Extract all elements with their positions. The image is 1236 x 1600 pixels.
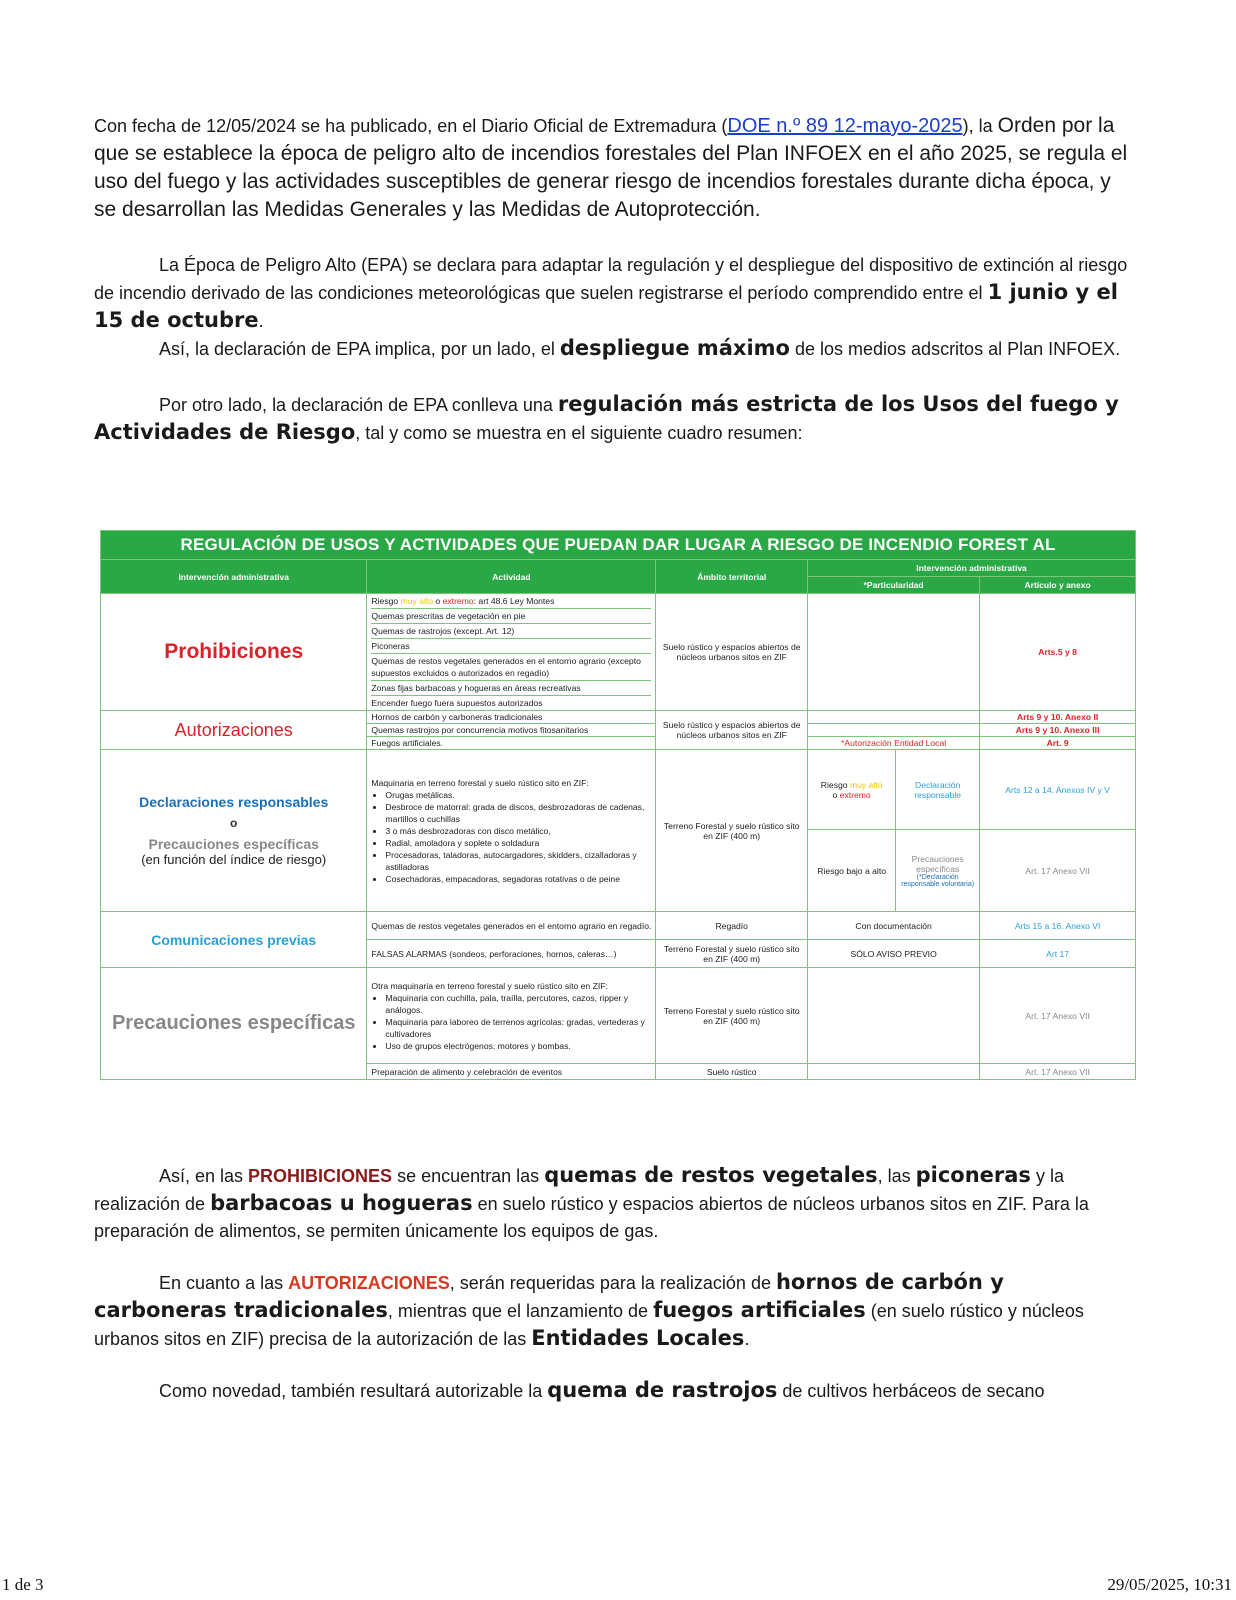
precauciones-activities bbox=[367, 968, 656, 1064]
header-articulo: Artículo y anexo bbox=[980, 577, 1136, 594]
autorizaciones-part-empty bbox=[808, 711, 980, 724]
regulation-table bbox=[100, 530, 1136, 1080]
precauciones-articulo2: Art. 17 Anexo VII bbox=[980, 1064, 1136, 1080]
category-declaraciones bbox=[101, 750, 367, 912]
riesgo-bajo: Riesgo bajo a alto bbox=[808, 830, 896, 912]
activity-item: Preparación de alimento y celebración de eventos bbox=[367, 1064, 656, 1080]
category-autorizaciones: Autorizaciones bbox=[101, 711, 367, 750]
comunicaciones-articulo2: Art 17 bbox=[980, 940, 1136, 968]
regulacion-bold1: regulación más estricta de los Usos del fuego y bbox=[557, 392, 1119, 416]
prohibiciones-articulo: Arts.5 y 8 bbox=[980, 594, 1136, 711]
despliegue-text: Así, la declaración de EPA implica, por un lado, el bbox=[159, 339, 560, 359]
prohibiciones-ambito: Suelo rústico y espacios abiertos de núcleos urbanos sitos en ZIF bbox=[656, 594, 808, 711]
orden-text: Orden por la que se establece la época de peligro alto de incendios forestales del Plan INFOEX en el año 2025, se regula el uso del fuego y las actividades susceptibles de generar riesgo de incendios forestales durante dicha época, y se desarrollan las Medidas Generales y las Medidas de Autoprotección. bbox=[94, 114, 1128, 221]
epa-dates: 1 junio y el 15 de octubre bbox=[94, 280, 1118, 332]
autorizaciones-part-empty bbox=[808, 724, 980, 737]
activity-item: FALSAS ALARMAS (sondeos, perforaciones, hornos, caleras…) bbox=[367, 940, 656, 968]
epa-text: La Época de Peligro Alto (EPA) se declara para adaptar la regulación y el despliegue del dispositivo de extinción al riesgo de incendio derivado de las condiciones meteorológicas que suelen registrarse el período comprendido entre el bbox=[94, 255, 1128, 303]
comunicaciones-particularidad1: Con documentación bbox=[808, 912, 980, 940]
activity-intro: Otra maquinaria en terreno forestal y suelo rústico sito en ZIF: bbox=[371, 980, 608, 991]
autorizaciones-articulo: Arts 9 y 10. Anexo III bbox=[980, 724, 1136, 737]
header-intervencion2: Intervención administrativa bbox=[808, 560, 1136, 577]
header-actividad: Actividad bbox=[367, 560, 656, 594]
header-particularidad: *Particularidad bbox=[808, 577, 980, 594]
declaraciones-articulo-bajo: Art. 17 Anexo VII bbox=[980, 830, 1136, 912]
despliegue-paragraph bbox=[94, 335, 1134, 363]
header-intervencion: Intervención administrativa bbox=[101, 560, 367, 594]
precauciones-particularidad2 bbox=[808, 1064, 980, 1080]
comunicaciones-articulo1: Arts 15 a 16. Anexo VI bbox=[980, 912, 1136, 940]
activity-item: • Orugas metálicas. bbox=[385, 789, 651, 801]
precauciones-ambito: Terreno Forestal y suelo rústico sito en ZIF (400 m) bbox=[656, 968, 808, 1064]
activity-item: Quemas de restos vegetales generados en el entorno agrario en regadío. bbox=[367, 912, 656, 940]
category-precauciones: Precauciones específicas bbox=[101, 968, 367, 1080]
regulacion-paragraph bbox=[94, 391, 1134, 447]
activity-item: • Maquinaria para laboreo de terrenos agrícolas: gradas, vertederas y cultivadores bbox=[385, 1016, 651, 1040]
label-indice: (en función del índice de riesgo) bbox=[141, 852, 327, 867]
precauciones-cell bbox=[896, 830, 980, 912]
prohibiciones-paragraph: Así, en las PROHIBICIONES se encuentran las quemas de restos vegetales, las piconeras y la realización de barbacoas u hogueras en suelo rústico y espacios abiertos de núcleos urbanos sitos en ZIF. Para la preparación de alimentos, se permiten únicamente los equipos de gas. bbox=[94, 1163, 1089, 1241]
despliegue-bold: despliegue máximo bbox=[559, 336, 790, 360]
prohibiciones-riesgo: Riesgo muy alto o extremo: art 48.6 Ley Montes bbox=[371, 594, 651, 609]
comunicaciones-ambito2: Terreno Forestal y suelo rústico sito en ZIF (400 m) bbox=[656, 940, 808, 968]
precauciones-particularidad bbox=[808, 968, 980, 1064]
regulation-table-figure bbox=[100, 530, 1136, 1098]
page-number: 1 de 3 bbox=[2, 1575, 44, 1594]
declaracion-responsable: Declaración responsable bbox=[896, 750, 980, 830]
activity-item: Zonas fijas barbacoas y hogueras en áreas recreativas bbox=[371, 681, 651, 696]
header-ambito: Ámbito territorial bbox=[656, 560, 808, 594]
precauciones-ambito2: Suelo rústico bbox=[656, 1064, 808, 1080]
regulacion-text: Por otro lado, la declaración de EPA conlleva una bbox=[159, 395, 558, 415]
comunicaciones-ambito1: Regadío bbox=[656, 912, 808, 940]
activity-item: Quemas de rastrojos (except. Art. 12) bbox=[371, 624, 651, 639]
autorizaciones-highlight: AUTORIZACIONES bbox=[288, 1273, 450, 1293]
autorizaciones-articulo: Arts 9 y 10. Anexo II bbox=[980, 711, 1136, 724]
activity-intro: Maquinaria en terreno forestal y suelo rústico sito en ZIF: bbox=[371, 777, 589, 788]
declaraciones-articulo-alto: Arts 12 a 14. Anexos IV y V bbox=[980, 750, 1136, 830]
intro-text: Con fecha de 12/05/2024 se ha publicado, en el Diario Oficial de Extremadura ( bbox=[94, 116, 728, 136]
activity-item: • Uso de grupos electrógenos, motores y bombas. bbox=[385, 1040, 651, 1052]
label-o: o bbox=[230, 816, 238, 830]
autorizaciones-articulo: Art. 9 bbox=[980, 737, 1136, 750]
activity-item: • 3 o más desbrozadoras con disco metálico, bbox=[385, 825, 651, 837]
autorizaciones-particularidad: *Autorización Entidad Local bbox=[808, 737, 980, 750]
regulacion-end: , tal y como se muestra en el siguiente cuadro resumen: bbox=[355, 423, 803, 443]
epa-paragraph bbox=[94, 252, 1134, 335]
autorizaciones-paragraph: En cuanto a las AUTORIZACIONES, serán requeridas para la realización de hornos de carbón y carboneras tradicionales, mientras que el lanzamiento de fuegos artificiales (en suelo rústico y núcleos urbanos sitos en ZIF) precisa de la autorización de las Entidades Locales. bbox=[94, 1270, 1084, 1350]
declaraciones-ambito: Terreno Forestal y suelo rústico sito en ZIF (400 m) bbox=[656, 750, 808, 912]
activity-item: Piconeras bbox=[371, 639, 651, 654]
declaraciones-activities bbox=[367, 750, 656, 912]
table-title: REGULACIÓN DE USOS Y ACTIVIDADES QUE PUEDAN DAR LUGAR A RIESGO DE INCENDIO FOREST AL bbox=[101, 531, 1136, 560]
epa-end: . bbox=[258, 311, 264, 331]
declaracion-voluntaria: (*Declaración responsable voluntaria) bbox=[901, 873, 975, 888]
precauciones-articulo: Art. 17 Anexo VII bbox=[980, 968, 1136, 1064]
category-prohibiciones: Prohibiciones bbox=[101, 594, 367, 711]
despliegue-end: de los medios adscritos al Plan INFOEX. bbox=[789, 339, 1121, 359]
riesgo-alto: Riesgo muy alto o extremo bbox=[808, 750, 896, 830]
prohibiciones-activities bbox=[367, 594, 656, 711]
intro-paragraph bbox=[94, 112, 1134, 224]
intro-text-end: ), la bbox=[962, 116, 993, 136]
print-datetime: 29/05/2025, 10:31 bbox=[1107, 1575, 1232, 1594]
label-declaraciones: Declaraciones responsables bbox=[139, 794, 329, 810]
activity-item: Quemas prescritas de vegetación en pie bbox=[371, 609, 651, 624]
activity-item: • Cosechadoras, empacadoras, segadoras rotativas o de peine bbox=[385, 873, 651, 885]
activity-item: Quemas rastrojos por concurrencia motivos fitosanitarios bbox=[367, 724, 656, 737]
prohibiciones-highlight: PROHIBICIONES bbox=[248, 1166, 393, 1186]
activity-item: • Desbroce de matorral: grada de discos, desbrozadoras de cadenas, martillos o cuchillas bbox=[385, 801, 651, 825]
regulacion-bold2: Actividades de Riesgo bbox=[94, 420, 356, 444]
autorizaciones-ambito: Suelo rústico y espacios abiertos de núcleos urbanos sitos en ZIF bbox=[656, 711, 808, 750]
document-body-2 bbox=[94, 1162, 1134, 1405]
activity-item: • Maquinaria con cuchilla, pala, traílla, percutores, cazos, ripper y análogos. bbox=[385, 992, 651, 1016]
activity-item: Encender fuego fuera supuestos autorizados bbox=[371, 698, 543, 708]
activity-item: • Radial, amoladora y soplete o soldadura bbox=[385, 837, 651, 849]
activity-item: Quemas de restos vegetales generados en el entorno agrario (excepto supuestos excluidos o autorizados en regadío) bbox=[371, 654, 651, 681]
activity-item: Fuegos artificiales. bbox=[367, 737, 656, 750]
comunicaciones-particularidad2: SÓLO AVISO PREVIO bbox=[808, 940, 980, 968]
activity-item: • Procesadoras, taladoras, autocargadores, skidders, cizalladoras y astilladoras bbox=[385, 849, 651, 873]
activity-item: Hornos de carbón y carboneras tradicionales bbox=[367, 711, 656, 724]
document-body bbox=[94, 112, 1134, 447]
novedad-paragraph: Como novedad, también resultará autorizable la quema de rastrojos de cultivos herbáceos de secano bbox=[159, 1378, 1045, 1402]
precauciones-especificas: Precauciones específicas bbox=[911, 853, 964, 874]
doe-link[interactable]: DOE n.º 89 12-mayo-2025 bbox=[727, 115, 963, 137]
category-comunicaciones: Comunicaciones previas bbox=[101, 912, 367, 968]
label-precauciones: Precauciones específicas bbox=[148, 836, 319, 852]
prohibiciones-particularidad bbox=[808, 594, 980, 711]
